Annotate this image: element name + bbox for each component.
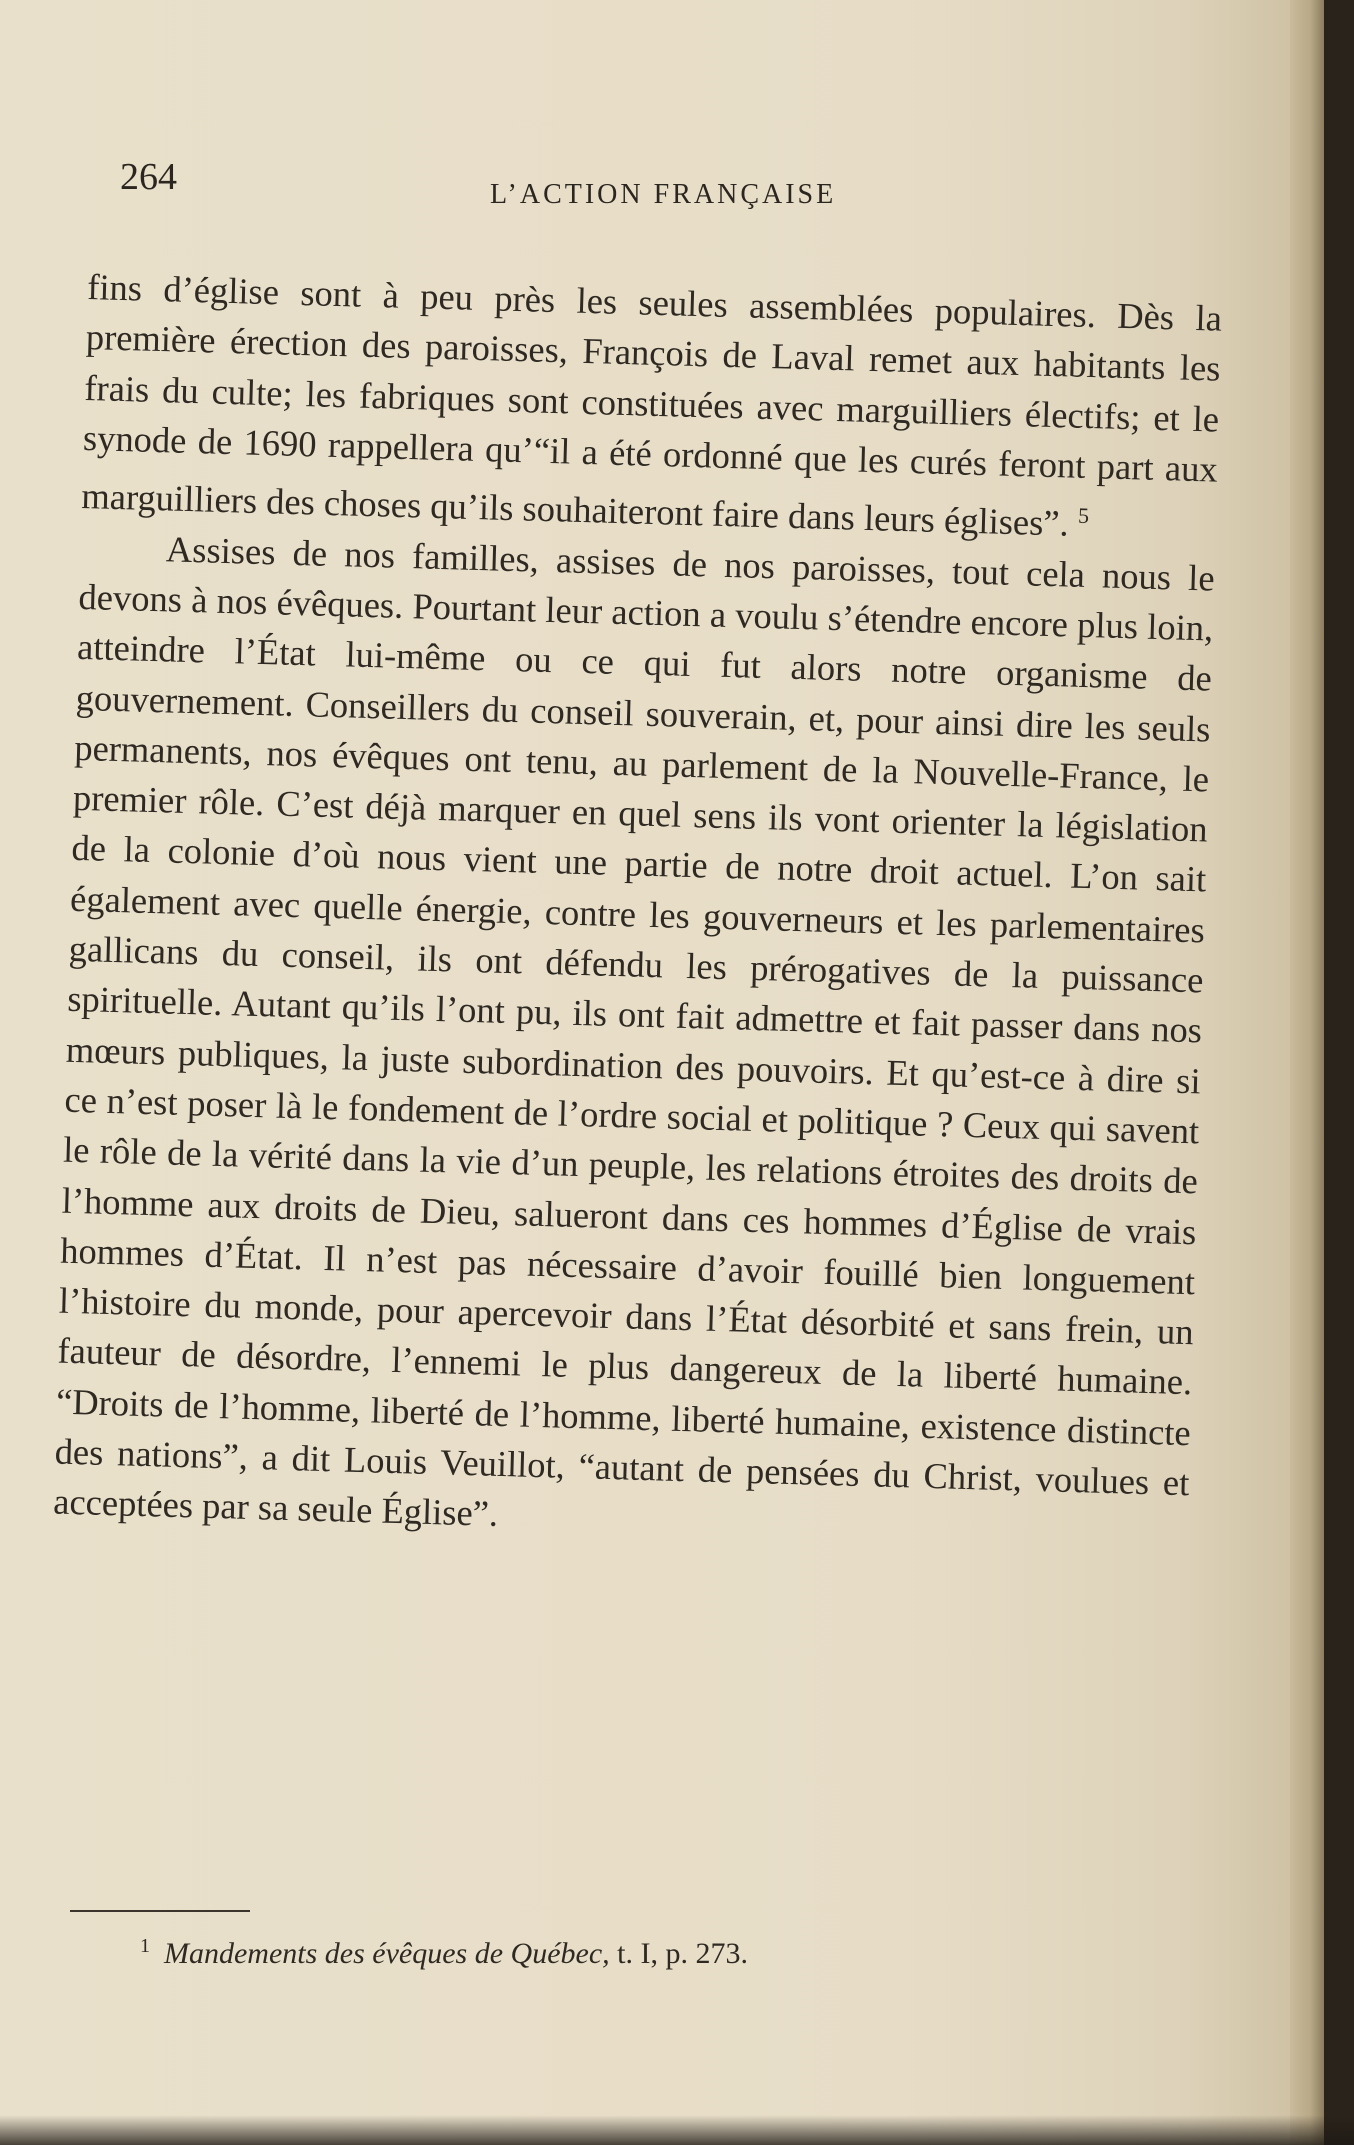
footnote-title: Mandements des évêques de Québec,	[164, 1937, 610, 1970]
page-edge	[1290, 0, 1324, 2145]
paragraph-1	[81, 262, 1223, 553]
footnote-mark: 1	[140, 1935, 150, 1957]
book-spine-shadow	[1324, 0, 1354, 2145]
footnote-divider	[70, 1910, 250, 1912]
page-header	[120, 155, 1000, 215]
page-number: 264	[120, 156, 177, 198]
running-title: L’ACTION FRANÇAISE	[490, 179, 837, 210]
bottom-shadow	[0, 2115, 1354, 2145]
footnote-citation: t. I, p. 273.	[609, 1937, 748, 1970]
paragraph-2: Assises de nos familles, assises de nos paroisses, tout cela nous le devons à nos évêques. Pourtant leur action a voulu s’étendre encore plus loin, atteindre l’État lui-même ou ce qui fut alors notre organisme de gouvernement. Conseillers du conseil souverain, et, pour ainsi dire les seuls permanents, nos évêques ont tenu, au parlement de la Nouvelle-France, le premier rôle. C’est déjà marquer en quel sens ils vont orienter la législation de la colonie d’où nous vient une partie de notre droit actuel. L’on sait également avec quelle énergie, contre les gouverneurs et les parlementaires gallicans du conseil, ils ont défendu les prérogatives de la puissance spirituelle. Autant qu’ils l’ont pu, ils ont fait admettre et fait passer dans nos mœurs publiques, la juste subordination des pouvoirs. Et qu’est-ce à dire si ce n’est poser là le fondement de l’ordre social et politique ? Ceux qui savent le rôle de la vérité dans la vie d’un peuple, les relations étroites des droits de l’homme aux droits de Dieu, salueront dans ces hommes d’Église de vrais hommes d’État. Il n’est pas nécessaire d’avoir fouillé bien longuement l’histoire du monde, pour apercevoir dans l’État désorbité et sans frein, un fauteur de désordre, l’ennemi le plus dangereux de la liberté humaine. “Droits de l’homme, liberté de l’homme, liberté humaine, existence distincte des nations”, a dit Louis Veuillot, “autant de pensées du Christ, voulues et acceptées par sa seule Église”.	[52, 527, 1216, 1535]
body-text	[53, 262, 1223, 1559]
note-reference: 5	[1077, 502, 1090, 529]
footnote	[140, 1935, 748, 1971]
paragraph-1-text: fins d’église sont à peu près les seules assemblées populaires. Dès la première érection des paroisses, François de Laval remet aux habitants les frais du culte; les fabriques sont constituées avec marguilliers électifs; et le synode de 1690 rappellera qu’“il a été ordonné que les curés feront part aux marguilliers des choses qu’ils souhaiteront faire dans leurs églises”.	[80, 265, 1223, 544]
